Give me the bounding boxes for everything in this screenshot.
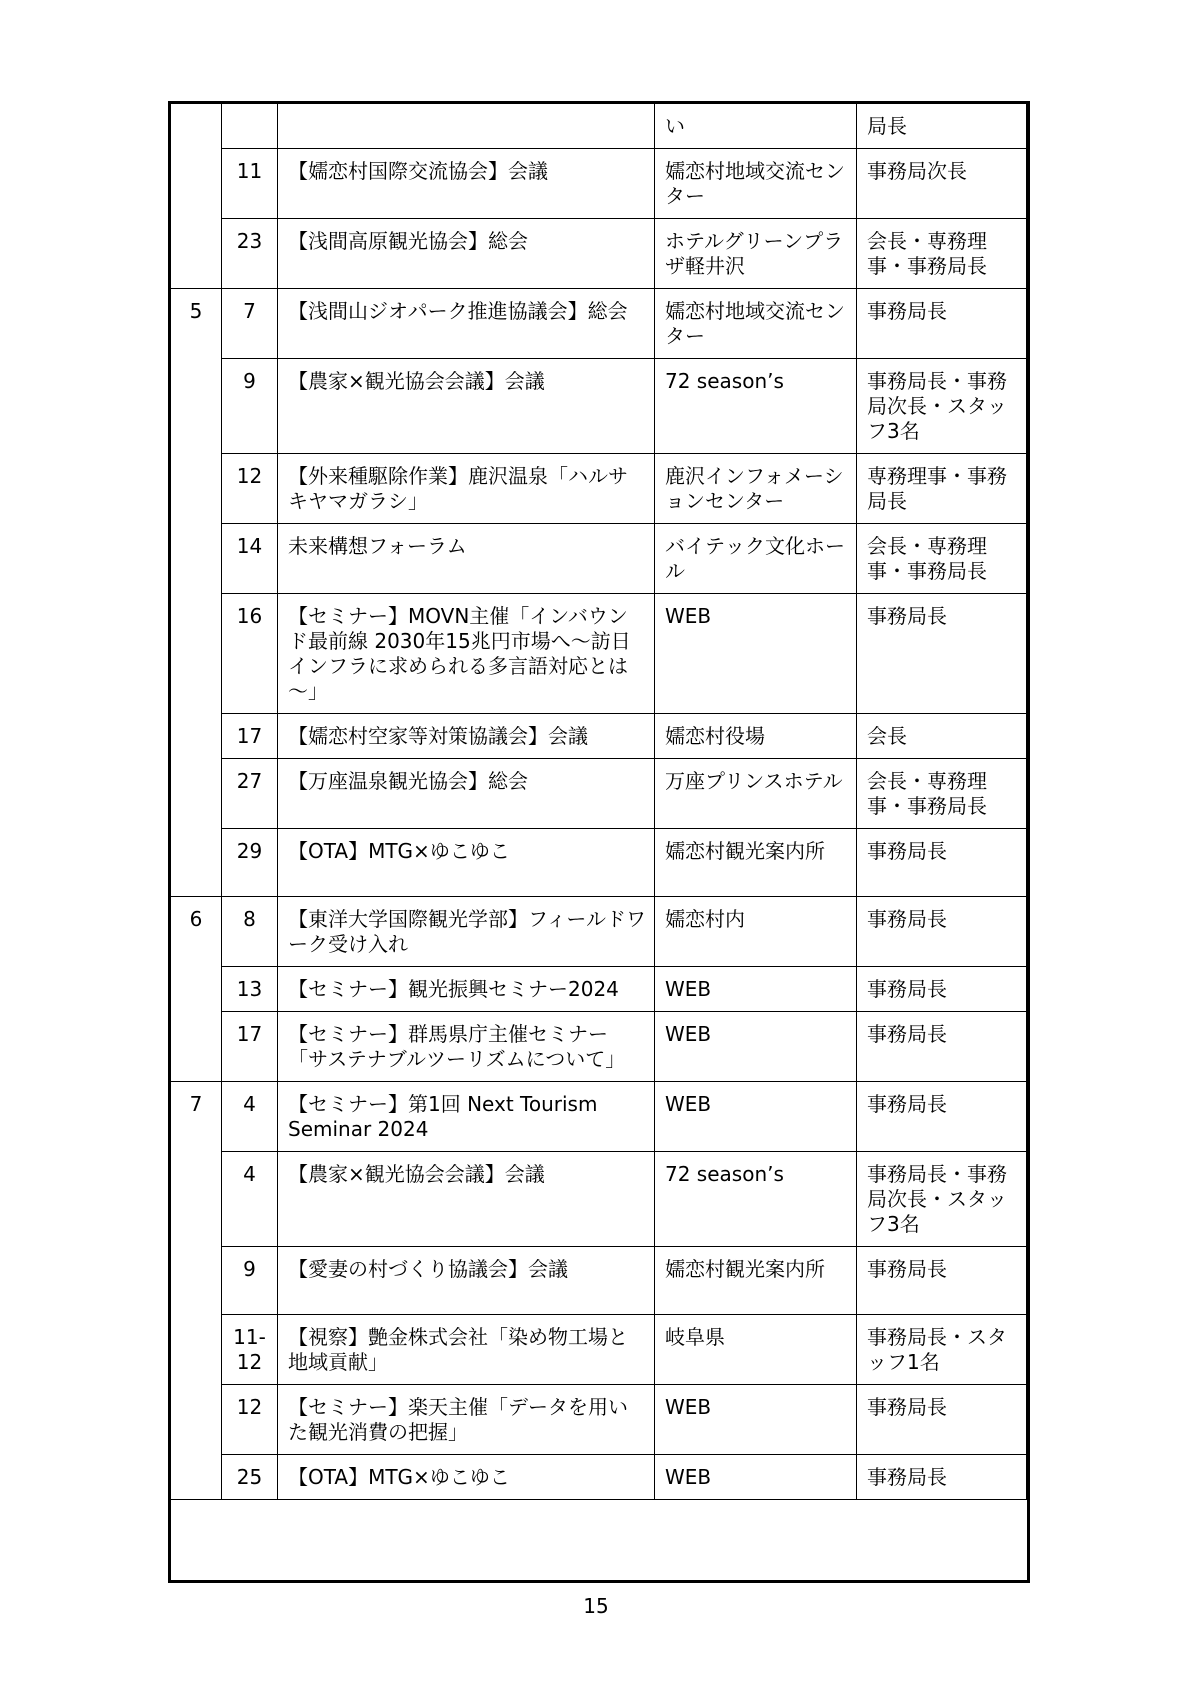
- table-row: [171, 1152, 1027, 1247]
- day-cell: 9: [222, 1247, 278, 1315]
- day-cell: 16: [222, 594, 278, 714]
- table-row: [171, 359, 1027, 454]
- place-cell: 嬬恋村観光案内所: [655, 1247, 857, 1315]
- day-cell: 25: [222, 1455, 278, 1500]
- place-cell: 72 season’s: [655, 1152, 857, 1247]
- day-cell: 29: [222, 829, 278, 897]
- table-row: [171, 524, 1027, 594]
- place-cell: バイテック文化ホール: [655, 524, 857, 594]
- table-row: [171, 967, 1027, 1012]
- attendee-cell: 事務局長・スタッフ1名: [857, 1315, 1027, 1385]
- day-cell: 4: [222, 1082, 278, 1152]
- event-cell: 【愛妻の村づくり協議会】会議: [278, 1247, 655, 1315]
- day-cell: 12: [222, 1385, 278, 1455]
- table-row: [171, 897, 1027, 967]
- place-cell: 嬬恋村地域交流センター: [655, 289, 857, 359]
- day-cell: 8: [222, 897, 278, 967]
- event-cell: 【セミナー】楽天主催「データを用いた観光消費の把握」: [278, 1385, 655, 1455]
- attendee-cell: 局長: [857, 104, 1027, 149]
- table-row: [171, 1455, 1027, 1500]
- attendee-cell: 事務局長: [857, 594, 1027, 714]
- event-cell: 【浅間高原観光協会】総会: [278, 219, 655, 289]
- event-cell: 【農家×観光協会会議】会議: [278, 1152, 655, 1247]
- day-cell: 17: [222, 714, 278, 759]
- place-cell: WEB: [655, 1455, 857, 1500]
- place-cell: WEB: [655, 1385, 857, 1455]
- table-row: [171, 594, 1027, 714]
- event-cell: 【OTA】MTG×ゆこゆこ: [278, 829, 655, 897]
- place-cell: い: [655, 104, 857, 149]
- day-cell: 23: [222, 219, 278, 289]
- table-row: [171, 1082, 1027, 1152]
- table-row: [171, 1012, 1027, 1082]
- attendee-cell: 会長・専務理事・事務局長: [857, 759, 1027, 829]
- attendee-cell: 事務局長: [857, 1455, 1027, 1500]
- place-cell: 万座プリンスホテル: [655, 759, 857, 829]
- event-cell: [278, 104, 655, 149]
- event-cell: 【万座温泉観光協会】総会: [278, 759, 655, 829]
- attendee-cell: 事務局長: [857, 897, 1027, 967]
- month-cell: [171, 104, 222, 289]
- place-cell: 72 season’s: [655, 359, 857, 454]
- table-row: [171, 289, 1027, 359]
- place-cell: WEB: [655, 1082, 857, 1152]
- event-cell: 【嬬恋村空家等対策協議会】会議: [278, 714, 655, 759]
- attendee-cell: 事務局長・事務局次長・スタッフ3名: [857, 1152, 1027, 1247]
- month-cell: 5: [171, 289, 222, 897]
- attendee-cell: 会長・専務理事・事務局長: [857, 219, 1027, 289]
- day-cell: 17: [222, 1012, 278, 1082]
- day-cell: 11-12: [222, 1315, 278, 1385]
- day-cell: 4: [222, 1152, 278, 1247]
- table-row: [171, 104, 1027, 149]
- table-row: [171, 149, 1027, 219]
- page-number: 15: [583, 1594, 609, 1618]
- event-cell: 【セミナー】群馬県庁主催セミナー「サステナブルツーリズムについて」: [278, 1012, 655, 1082]
- attendee-cell: 事務局長: [857, 1012, 1027, 1082]
- place-cell: 嬬恋村観光案内所: [655, 829, 857, 897]
- day-cell: 9: [222, 359, 278, 454]
- table-row: [171, 759, 1027, 829]
- place-cell: ホテルグリーンプラザ軽井沢: [655, 219, 857, 289]
- place-cell: 嬬恋村役場: [655, 714, 857, 759]
- day-cell: 7: [222, 289, 278, 359]
- day-cell: [222, 104, 278, 149]
- place-cell: WEB: [655, 1012, 857, 1082]
- attendee-cell: 事務局長: [857, 967, 1027, 1012]
- table-row: [171, 1385, 1027, 1455]
- month-cell: 7: [171, 1082, 222, 1500]
- attendee-cell: 会長・専務理事・事務局長: [857, 524, 1027, 594]
- month-cell: 6: [171, 897, 222, 1082]
- day-cell: 27: [222, 759, 278, 829]
- event-cell: 【浅間山ジオパーク推進協議会】総会: [278, 289, 655, 359]
- place-cell: 岐阜県: [655, 1315, 857, 1385]
- event-cell: 【視察】艶金株式会社「染め物工場と地域貢献」: [278, 1315, 655, 1385]
- day-cell: 12: [222, 454, 278, 524]
- event-cell: 【農家×観光協会会議】会議: [278, 359, 655, 454]
- event-cell: 【セミナー】観光振興セミナー2024: [278, 967, 655, 1012]
- attendee-cell: 事務局長・事務局次長・スタッフ3名: [857, 359, 1027, 454]
- day-cell: 11: [222, 149, 278, 219]
- event-cell: 【外来種駆除作業】鹿沢温泉「ハルサキヤマガラシ」: [278, 454, 655, 524]
- event-cell: 【OTA】MTG×ゆこゆこ: [278, 1455, 655, 1500]
- event-cell: 【セミナー】第1回 Next Tourism Seminar 2024: [278, 1082, 655, 1152]
- place-cell: 鹿沢インフォメーションセンター: [655, 454, 857, 524]
- attendee-cell: 事務局長: [857, 1247, 1027, 1315]
- table-row: [171, 219, 1027, 289]
- event-cell: 未来構想フォーラム: [278, 524, 655, 594]
- attendee-cell: 専務理事・事務局長: [857, 454, 1027, 524]
- day-cell: 13: [222, 967, 278, 1012]
- place-cell: WEB: [655, 967, 857, 1012]
- day-cell: 14: [222, 524, 278, 594]
- place-cell: 嬬恋村地域交流センター: [655, 149, 857, 219]
- table-row: [171, 829, 1027, 897]
- table-row: [171, 1315, 1027, 1385]
- attendee-cell: 事務局長: [857, 289, 1027, 359]
- event-cell: 【セミナー】MOVN主催「インバウンド最前線 2030年15兆円市場へ～訪日インフラに求められる多言語対応とは～」: [278, 594, 655, 714]
- attendee-cell: 事務局長: [857, 1385, 1027, 1455]
- schedule-body: [171, 104, 1027, 1500]
- attendee-cell: 事務局長: [857, 829, 1027, 897]
- attendee-cell: 事務局次長: [857, 149, 1027, 219]
- table-row: [171, 454, 1027, 524]
- table-row: [171, 714, 1027, 759]
- attendee-cell: 事務局長: [857, 1082, 1027, 1152]
- table-row: [171, 1247, 1027, 1315]
- place-cell: 嬬恋村内: [655, 897, 857, 967]
- attendee-cell: 会長: [857, 714, 1027, 759]
- event-cell: 【東洋大学国際観光学部】フィールドワーク受け入れ: [278, 897, 655, 967]
- event-cell: 【嬬恋村国際交流協会】会議: [278, 149, 655, 219]
- place-cell: WEB: [655, 594, 857, 714]
- schedule-table: [170, 103, 1027, 1500]
